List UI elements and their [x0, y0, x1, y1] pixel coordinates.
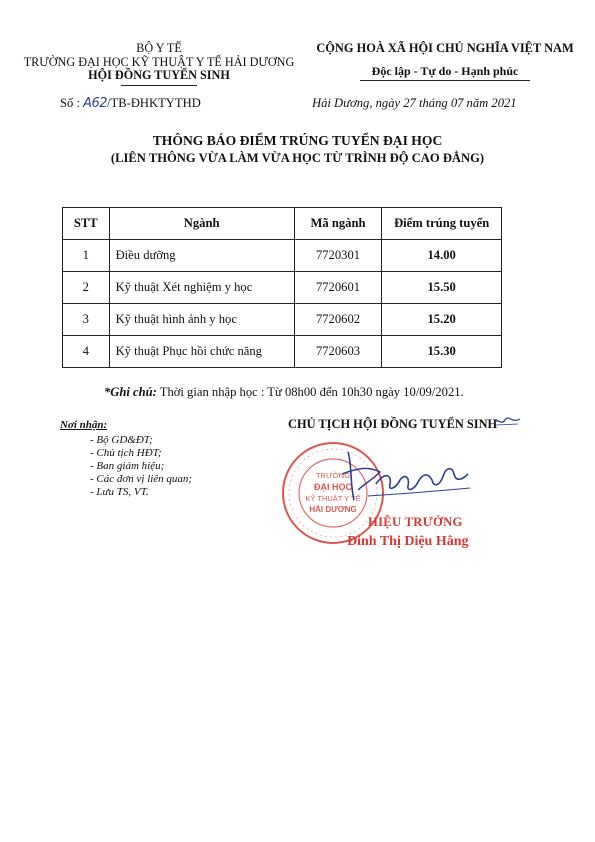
admission-score-table — [62, 207, 502, 368]
column-header-ma-nganh: Mã ngành — [294, 208, 382, 240]
cell-stt: 1 — [63, 240, 110, 272]
list-item: - Lưu TS, VT. — [90, 486, 149, 498]
column-header-nganh: Ngành — [109, 208, 294, 240]
document-subtitle: (LIÊN THÔNG VỪA LÀM VỪA HỌC TỪ TRÌNH ĐỘ CAO ĐẲNG) — [110, 151, 485, 165]
signer-name: Đinh Thị Diệu Hằng — [347, 534, 469, 549]
recipients-list — [90, 434, 192, 499]
cell-stt: 2 — [63, 272, 110, 304]
list-item: - Chủ tịch HĐT; — [90, 447, 162, 459]
header-right-underline — [360, 80, 530, 81]
recipients-heading: Nơi nhận: — [60, 419, 108, 431]
list-item: - Bộ GD&ĐT; — [90, 434, 153, 446]
table-row — [63, 336, 502, 368]
document-title: THÔNG BÁO ĐIỂM TRÚNG TUYỂN ĐẠI HỌC — [152, 133, 443, 148]
stamp-line-1: TRƯỜNG — [315, 471, 351, 480]
cell-nganh: Kỹ thuật hình ảnh y học — [109, 304, 294, 336]
column-header-diem: Điểm trúng tuyển — [382, 208, 502, 240]
cell-diem: 15.30 — [382, 336, 502, 368]
stamp-line-3: KỸ THUẬT Y TẾ — [305, 494, 361, 503]
cell-ma-nganh: 7720603 — [294, 336, 382, 368]
enrollment-note — [104, 385, 464, 400]
cell-ma-nganh: 7720602 — [294, 304, 382, 336]
table-row — [63, 304, 502, 336]
note-label: *Ghi chú: — [104, 385, 157, 399]
table-header-row — [63, 208, 502, 240]
stamp-line-2: ĐẠI HỌC — [314, 482, 352, 492]
handwritten-signature — [328, 444, 478, 506]
signer-title: CHỦ TỊCH HỘI ĐỒNG TUYỂN SINH — [288, 417, 498, 431]
cell-diem: 15.20 — [382, 304, 502, 336]
cell-diem: 14.00 — [382, 240, 502, 272]
document-number-handwritten: A62 — [83, 96, 108, 111]
initial-signature — [492, 414, 522, 428]
cell-ma-nganh: 7720601 — [294, 272, 382, 304]
header-left-underline — [121, 85, 197, 86]
national-title: CỘNG HOÀ XÃ HỘI CHỦ NGHĨA VIỆT NAM — [316, 41, 574, 55]
table-row — [63, 272, 502, 304]
university-name: TRƯỜNG ĐẠI HỌC KỸ THUẬT Y TẾ HẢI DƯƠNG — [23, 54, 295, 69]
cell-nganh: Kỹ thuật Xét nghiệm y học — [109, 272, 294, 304]
issuer-header — [20, 42, 298, 86]
recipients-block — [60, 419, 192, 499]
cell-nganh: Điều dưỡng — [109, 240, 294, 272]
cell-ma-nganh: 7720301 — [294, 240, 382, 272]
stamp-line-4: HẢI DƯƠNG — [309, 505, 357, 514]
national-header — [300, 42, 590, 81]
council-name: HỘI ĐỒNG TUYỂN SINH — [88, 68, 230, 82]
list-item: - Các đơn vị liên quan; — [90, 473, 193, 485]
list-item: - Ban giám hiệu; — [90, 460, 165, 472]
cell-stt: 4 — [63, 336, 110, 368]
cell-stt: 3 — [63, 304, 110, 336]
signer-position: HIỆU TRƯỞNG — [368, 515, 463, 529]
table-row — [63, 240, 502, 272]
document-number — [60, 96, 201, 111]
note-text: Thời gian nhập học : Từ 08h00 đến 10h30 ngày 10/09/2021. — [156, 385, 464, 399]
document-number-suffix: /TB-ĐHKTYTHD — [107, 96, 201, 110]
document-date: Hải Dương, ngày 27 tháng 07 năm 2021 — [312, 96, 517, 110]
national-motto: Độc lập - Tự do - Hạnh phúc — [371, 63, 519, 78]
cell-diem: 15.50 — [382, 272, 502, 304]
ministry-name: BỘ Y TẾ — [136, 41, 182, 55]
column-header-stt: STT — [63, 208, 110, 240]
document-number-prefix: Số : — [60, 96, 84, 110]
cell-nganh: Kỹ thuật Phục hồi chức năng — [109, 336, 294, 368]
